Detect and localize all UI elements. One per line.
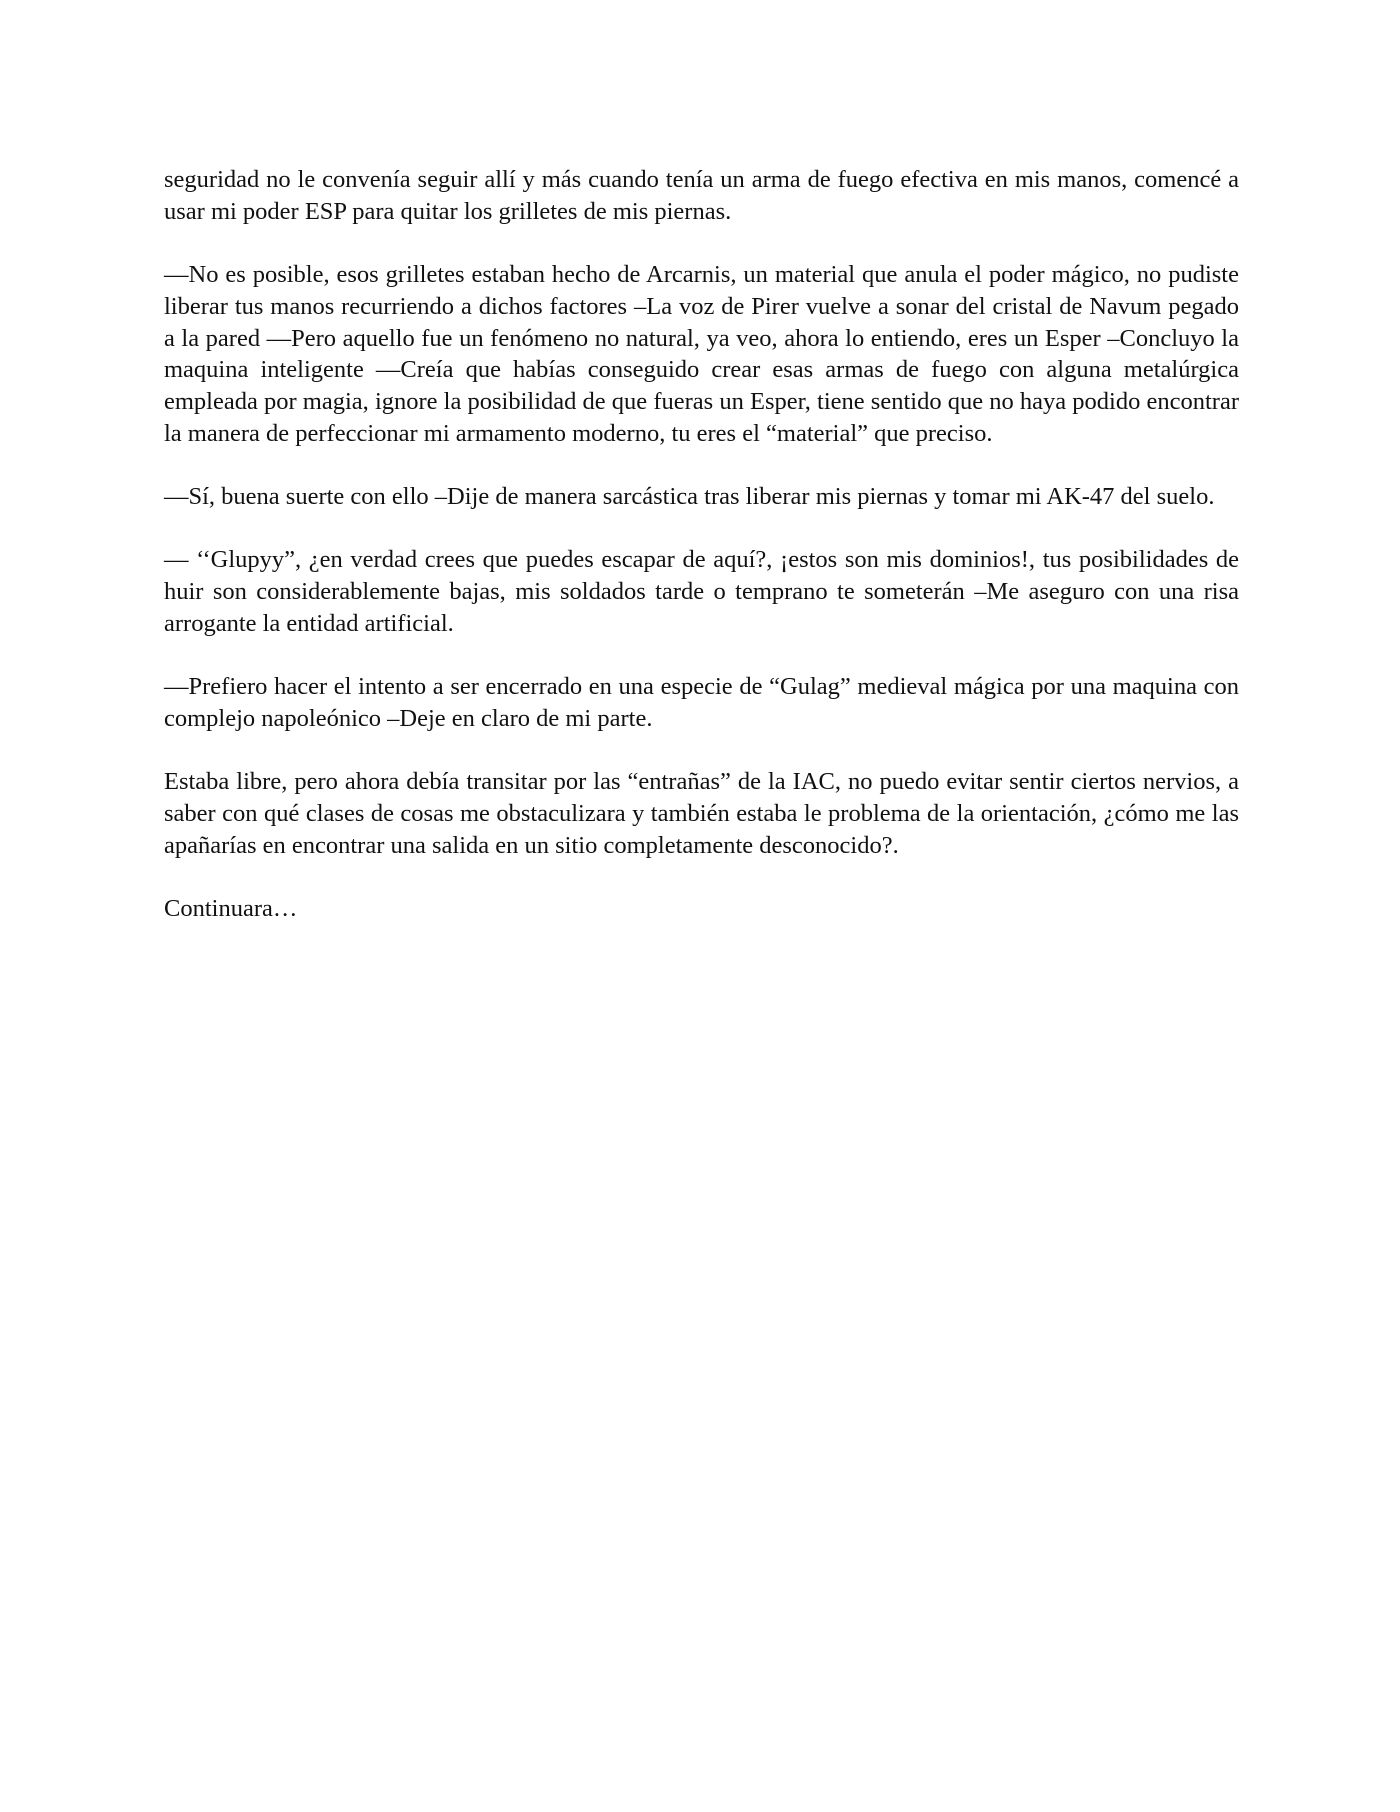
paragraph-1: seguridad no le convenía seguir allí y más cuando tenía un arma de fuego efectiva en mis manos, comencé a usar mi poder ESP para quitar los grilletes de mis piernas. [164, 166, 1239, 225]
paragraph-5: —Prefiero hacer el intento a ser encerrado en una especie de “Gulag” medieval mágica por una maquina con complejo napoleónico –Deje en claro de mi parte. [164, 673, 1239, 732]
paragraph-6: Estaba libre, pero ahora debía transitar por las “entrañas” de la IAC, no puedo evitar sentir ciertos nervios, a saber con qué clases de cosas me obstaculizara y también estaba le problema de la orientación, ¿cómo me las apañarías en encontrar una salida en un sitio completamente desconocido?. [164, 768, 1239, 859]
paragraph-3: —Sí, buena suerte con ello –Dije de manera sarcástica tras liberar mis piernas y tomar mi AK-47 del suelo. [164, 483, 1215, 510]
paragraph-continuation: Continuara… [164, 895, 298, 923]
document-body [164, 164, 1239, 956]
paragraph-2: —No es posible, esos grilletes estaban hecho de Arcarnis, un material que anula el poder mágico, no pudiste liberar tus manos recurriendo a dichos factores –La voz de Pirer vuelve a sonar del cristal de Navum pegado a la pared —Pero aquello fue un fenómeno no natural, ya veo, ahora lo entiendo, eres un Esper –Concluyo la maquina inteligente —Creía que habías conseguido crear esas armas de fuego con alguna metalúrgica empleada por magia, ignore la posibilidad de que fueras un Esper, tiene sentido que no haya podido encontrar la manera de perfeccionar mi armamento moderno, tu eres el “material” que preciso. [164, 261, 1239, 447]
paragraph-4: — ‘‘Glupyy”, ¿en verdad crees que puedes escapar de aquí?, ¡estos son mis dominios!, tus posibilidades de huir son considerablemente bajas, mis soldados tarde o temprano te someterán –Me aseguro con una risa arrogante la entidad artificial. [164, 546, 1239, 637]
